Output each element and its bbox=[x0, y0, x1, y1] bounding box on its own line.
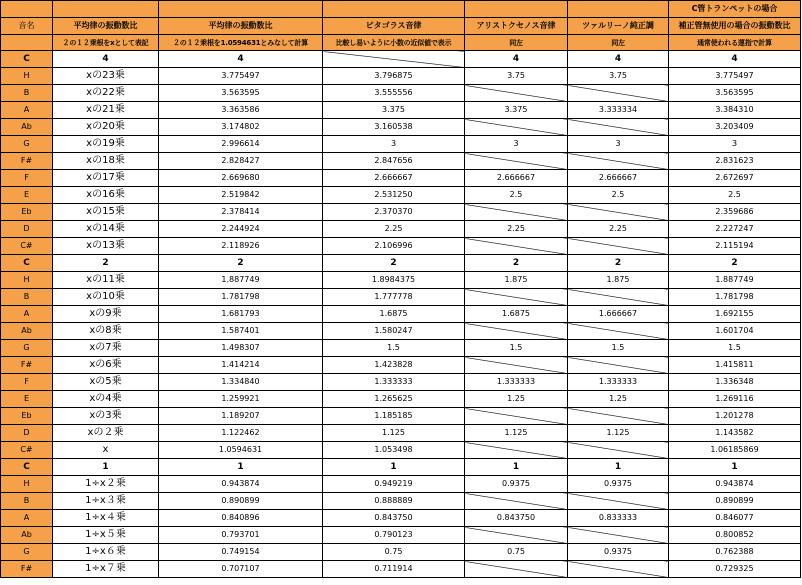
note-cell: B bbox=[1, 85, 53, 102]
equal-cell: 0.707107 bbox=[159, 561, 323, 578]
table-row bbox=[1, 85, 801, 102]
equal-cell: 0.749154 bbox=[159, 544, 323, 561]
pythagorean-cell: 2.370370 bbox=[323, 204, 465, 221]
note-cell: F# bbox=[1, 153, 53, 170]
zarlino-cell: 1.125 bbox=[568, 425, 669, 442]
exponent-cell: xの11乗 bbox=[53, 272, 159, 289]
note-cell: Ab bbox=[1, 527, 53, 544]
equal-cell: 0.943874 bbox=[159, 476, 323, 493]
zarlino-cell bbox=[568, 408, 669, 425]
equal-cell: 1.587401 bbox=[159, 323, 323, 340]
table-row bbox=[1, 340, 801, 357]
zarlino-cell: 1 bbox=[568, 459, 669, 476]
equal-cell: 1.681793 bbox=[159, 306, 323, 323]
pythagorean-cell: 0.888889 bbox=[323, 493, 465, 510]
table-row bbox=[1, 527, 801, 544]
exponent-cell: xの22乗 bbox=[53, 85, 159, 102]
aristoxenus-cell: 1 bbox=[465, 459, 568, 476]
zarlino-cell: 3 bbox=[568, 136, 669, 153]
note-cell: C bbox=[1, 459, 53, 476]
equal-cell: 2.118926 bbox=[159, 238, 323, 255]
table-row bbox=[1, 204, 801, 221]
zarlino-cell bbox=[568, 527, 669, 544]
zarlino-cell bbox=[568, 153, 669, 170]
pythagorean-cell: 1.8984375 bbox=[323, 272, 465, 289]
aristoxenus-cell: 2.666667 bbox=[465, 170, 568, 187]
table-row bbox=[1, 51, 801, 68]
equal-cell: 3.563595 bbox=[159, 85, 323, 102]
pythagorean-cell: 1 bbox=[323, 459, 465, 476]
pythagorean-cell: 1.423828 bbox=[323, 357, 465, 374]
zarlino-cell: 2.5 bbox=[568, 187, 669, 204]
header-row-columns bbox=[1, 18, 801, 35]
col-header-note: 音名 bbox=[1, 18, 53, 35]
pythagorean-cell: 3.375 bbox=[323, 102, 465, 119]
col-header-trumpet: 補正管無使用の場合の振動数比 bbox=[669, 18, 801, 35]
table-row bbox=[1, 153, 801, 170]
aristoxenus-cell bbox=[465, 442, 568, 459]
zarlino-cell: 1.25 bbox=[568, 391, 669, 408]
note-cell: B bbox=[1, 493, 53, 510]
note-cell: C bbox=[1, 255, 53, 272]
trumpet-cell: 3.563595 bbox=[669, 85, 801, 102]
aristoxenus-cell: 2.25 bbox=[465, 221, 568, 238]
aristoxenus-cell: 0.75 bbox=[465, 544, 568, 561]
pythagorean-cell: 3.796875 bbox=[323, 68, 465, 85]
header-row-top bbox=[1, 1, 801, 18]
trumpet-cell: 0.729325 bbox=[669, 561, 801, 578]
trumpet-cell: 2.115194 bbox=[669, 238, 801, 255]
table-row bbox=[1, 476, 801, 493]
note-cell: D bbox=[1, 425, 53, 442]
col-header-aristoxenus: アリストクセノス音律 bbox=[465, 18, 568, 35]
exponent-cell: xの13乗 bbox=[53, 238, 159, 255]
pythagorean-cell: 3 bbox=[323, 136, 465, 153]
header-row-notes bbox=[1, 35, 801, 51]
pythagorean-cell: 0.949219 bbox=[323, 476, 465, 493]
pythagorean-cell: 1.185185 bbox=[323, 408, 465, 425]
table-row bbox=[1, 357, 801, 374]
trumpet-cell: 3.775497 bbox=[669, 68, 801, 85]
pythagorean-cell: 1.333333 bbox=[323, 374, 465, 391]
exponent-cell: xの19乗 bbox=[53, 136, 159, 153]
aristoxenus-cell bbox=[465, 153, 568, 170]
trumpet-cell: 1.887749 bbox=[669, 272, 801, 289]
note-cell: A bbox=[1, 510, 53, 527]
aristoxenus-cell: 2.5 bbox=[465, 187, 568, 204]
pythagorean-cell: 1.265625 bbox=[323, 391, 465, 408]
table-row bbox=[1, 408, 801, 425]
note-cell: Ab bbox=[1, 119, 53, 136]
equal-cell: 0.890899 bbox=[159, 493, 323, 510]
trumpet-cell: 1.269116 bbox=[669, 391, 801, 408]
trumpet-cell: 4 bbox=[669, 51, 801, 68]
table-row bbox=[1, 136, 801, 153]
aristoxenus-cell bbox=[465, 493, 568, 510]
exponent-cell: xの23乗 bbox=[53, 68, 159, 85]
table-row bbox=[1, 102, 801, 119]
zarlino-cell bbox=[568, 323, 669, 340]
note-exponent: ２の１２乗根をxとして表記 bbox=[53, 35, 159, 51]
note-zarlino: 同左 bbox=[568, 35, 669, 51]
header-blank-cell bbox=[53, 1, 159, 18]
note-cell: F# bbox=[1, 561, 53, 578]
exponent-cell: xの4乗 bbox=[53, 391, 159, 408]
aristoxenus-cell: 0.9375 bbox=[465, 476, 568, 493]
zarlino-cell bbox=[568, 119, 669, 136]
note-cell: E bbox=[1, 187, 53, 204]
note-cell: Eb bbox=[1, 408, 53, 425]
exponent-cell: xの14乗 bbox=[53, 221, 159, 238]
trumpet-cell: 1.06185869 bbox=[669, 442, 801, 459]
zarlino-cell: 1.5 bbox=[568, 340, 669, 357]
equal-cell: 2.519842 bbox=[159, 187, 323, 204]
trumpet-cell: 1 bbox=[669, 459, 801, 476]
exponent-cell: x bbox=[53, 442, 159, 459]
aristoxenus-cell: 1.125 bbox=[465, 425, 568, 442]
exponent-cell: 1÷x２乗 bbox=[53, 476, 159, 493]
trumpet-cell: 1.5 bbox=[669, 340, 801, 357]
trumpet-cell: 0.943874 bbox=[669, 476, 801, 493]
trumpet-cell: 1.692155 bbox=[669, 306, 801, 323]
table-row bbox=[1, 510, 801, 527]
note-cell: Eb bbox=[1, 204, 53, 221]
zarlino-cell bbox=[568, 289, 669, 306]
pythagorean-cell: 2.531250 bbox=[323, 187, 465, 204]
equal-cell: 2.669680 bbox=[159, 170, 323, 187]
header-blank-cell bbox=[159, 1, 323, 18]
equal-cell: 2.244924 bbox=[159, 221, 323, 238]
equal-cell: 3.775497 bbox=[159, 68, 323, 85]
pythagorean-cell: 1.580247 bbox=[323, 323, 465, 340]
aristoxenus-cell bbox=[465, 357, 568, 374]
exponent-cell: xの6乗 bbox=[53, 357, 159, 374]
pythagorean-cell bbox=[323, 51, 465, 68]
pythagorean-cell: 2 bbox=[323, 255, 465, 272]
zarlino-cell: 1.666667 bbox=[568, 306, 669, 323]
aristoxenus-cell bbox=[465, 289, 568, 306]
equal-cell: 1 bbox=[159, 459, 323, 476]
table-row bbox=[1, 544, 801, 561]
table-row bbox=[1, 119, 801, 136]
equal-cell: 2.378414 bbox=[159, 204, 323, 221]
pythagorean-cell: 0.790123 bbox=[323, 527, 465, 544]
pythagorean-cell: 0.75 bbox=[323, 544, 465, 561]
note-cell: F bbox=[1, 374, 53, 391]
note-cell: F# bbox=[1, 357, 53, 374]
trumpet-cell: 2.672697 bbox=[669, 170, 801, 187]
header-blank-cell bbox=[568, 1, 669, 18]
equal-cell: 1.781798 bbox=[159, 289, 323, 306]
trumpet-cell: 0.890899 bbox=[669, 493, 801, 510]
note-aristoxenus: 同左 bbox=[465, 35, 568, 51]
pythagorean-cell: 1.5 bbox=[323, 340, 465, 357]
exponent-cell: xの17乗 bbox=[53, 170, 159, 187]
zarlino-cell: 0.9375 bbox=[568, 544, 669, 561]
aristoxenus-cell: 2 bbox=[465, 255, 568, 272]
equal-cell: 3.174802 bbox=[159, 119, 323, 136]
table-row bbox=[1, 238, 801, 255]
zarlino-cell: 0.9375 bbox=[568, 476, 669, 493]
aristoxenus-cell bbox=[465, 119, 568, 136]
note-cell: Ab bbox=[1, 323, 53, 340]
note-pythagorean: 比較し易いように小数の近似値で表示 bbox=[323, 35, 465, 51]
equal-cell: 1.0594631 bbox=[159, 442, 323, 459]
exponent-cell: xの8乗 bbox=[53, 323, 159, 340]
header-blank-cell bbox=[465, 1, 568, 18]
table-row bbox=[1, 272, 801, 289]
exponent-cell: 1÷x４乗 bbox=[53, 510, 159, 527]
note-cell: A bbox=[1, 306, 53, 323]
equal-cell: 0.840896 bbox=[159, 510, 323, 527]
equal-cell: 2.996614 bbox=[159, 136, 323, 153]
exponent-cell: xの２乗 bbox=[53, 425, 159, 442]
equal-cell: 2 bbox=[159, 255, 323, 272]
note-cell: G bbox=[1, 136, 53, 153]
pythagorean-cell: 3.555556 bbox=[323, 85, 465, 102]
trumpet-cell: 2.5 bbox=[669, 187, 801, 204]
zarlino-cell bbox=[568, 204, 669, 221]
note-cell: C bbox=[1, 51, 53, 68]
aristoxenus-cell: 4 bbox=[465, 51, 568, 68]
pythagorean-cell: 1.777778 bbox=[323, 289, 465, 306]
zarlino-cell bbox=[568, 357, 669, 374]
zarlino-cell bbox=[568, 85, 669, 102]
pythagorean-cell: 2.25 bbox=[323, 221, 465, 238]
exponent-cell: xの3乗 bbox=[53, 408, 159, 425]
trumpet-cell: 1.415811 bbox=[669, 357, 801, 374]
note-cell: G bbox=[1, 544, 53, 561]
zarlino-cell bbox=[568, 442, 669, 459]
trumpet-cell: 2.359686 bbox=[669, 204, 801, 221]
trumpet-cell: 3 bbox=[669, 136, 801, 153]
table-row bbox=[1, 493, 801, 510]
equal-cell: 2.828427 bbox=[159, 153, 323, 170]
aristoxenus-cell: 1.6875 bbox=[465, 306, 568, 323]
pythagorean-cell: 0.711914 bbox=[323, 561, 465, 578]
trumpet-cell: 1.601704 bbox=[669, 323, 801, 340]
table-row bbox=[1, 391, 801, 408]
note-cell: G bbox=[1, 340, 53, 357]
table-row bbox=[1, 425, 801, 442]
col-header-equal: 平均律の振動数比 bbox=[159, 18, 323, 35]
aristoxenus-cell: 1.333333 bbox=[465, 374, 568, 391]
pythagorean-cell: 1.053498 bbox=[323, 442, 465, 459]
exponent-cell: xの10乗 bbox=[53, 289, 159, 306]
trumpet-cell: 1.781798 bbox=[669, 289, 801, 306]
aristoxenus-cell bbox=[465, 408, 568, 425]
pythagorean-cell: 2.847656 bbox=[323, 153, 465, 170]
trumpet-cell: 1.336348 bbox=[669, 374, 801, 391]
table-row bbox=[1, 561, 801, 578]
exponent-cell: xの16乗 bbox=[53, 187, 159, 204]
note-cell: E bbox=[1, 391, 53, 408]
exponent-cell: 1÷x６乗 bbox=[53, 544, 159, 561]
trumpet-cell: 0.800852 bbox=[669, 527, 801, 544]
exponent-cell: xの5乗 bbox=[53, 374, 159, 391]
note-cell: B bbox=[1, 289, 53, 306]
equal-cell: 1.498307 bbox=[159, 340, 323, 357]
trumpet-cell: 1.143582 bbox=[669, 425, 801, 442]
equal-cell: 1.887749 bbox=[159, 272, 323, 289]
table-row bbox=[1, 323, 801, 340]
zarlino-cell bbox=[568, 561, 669, 578]
exponent-cell: 1÷x７乗 bbox=[53, 561, 159, 578]
trumpet-cell: 2 bbox=[669, 255, 801, 272]
equal-cell: 4 bbox=[159, 51, 323, 68]
zarlino-cell: 2.25 bbox=[568, 221, 669, 238]
note-cell: F bbox=[1, 170, 53, 187]
zarlino-cell: 2 bbox=[568, 255, 669, 272]
exponent-cell: xの18乗 bbox=[53, 153, 159, 170]
exponent-cell: 1÷x３乗 bbox=[53, 493, 159, 510]
equal-cell: 1.414214 bbox=[159, 357, 323, 374]
zarlino-cell: 4 bbox=[568, 51, 669, 68]
note-blank-cell bbox=[1, 35, 53, 51]
equal-cell: 0.793701 bbox=[159, 527, 323, 544]
header-blank-cell bbox=[1, 1, 53, 18]
pythagorean-cell: 3.160538 bbox=[323, 119, 465, 136]
trumpet-cell: 3.203409 bbox=[669, 119, 801, 136]
table-row bbox=[1, 306, 801, 323]
note-cell: H bbox=[1, 476, 53, 493]
aristoxenus-cell bbox=[465, 85, 568, 102]
trumpet-title: C管トランペットの場合 bbox=[669, 1, 801, 18]
equal-cell: 3.363586 bbox=[159, 102, 323, 119]
table-row bbox=[1, 68, 801, 85]
aristoxenus-cell: 3.75 bbox=[465, 68, 568, 85]
table-row bbox=[1, 289, 801, 306]
note-cell: A bbox=[1, 102, 53, 119]
zarlino-cell bbox=[568, 238, 669, 255]
trumpet-cell: 0.762388 bbox=[669, 544, 801, 561]
aristoxenus-cell: 1.5 bbox=[465, 340, 568, 357]
aristoxenus-cell bbox=[465, 527, 568, 544]
equal-cell: 1.189207 bbox=[159, 408, 323, 425]
pythagorean-cell: 1.125 bbox=[323, 425, 465, 442]
exponent-cell: 1 bbox=[53, 459, 159, 476]
col-header-zarlino: ツァルリーノ純正調 bbox=[568, 18, 669, 35]
equal-cell: 1.122462 bbox=[159, 425, 323, 442]
note-cell: H bbox=[1, 272, 53, 289]
aristoxenus-cell: 1.25 bbox=[465, 391, 568, 408]
col-header-exponent: 平均律の振動数比 bbox=[53, 18, 159, 35]
exponent-cell: xの20乗 bbox=[53, 119, 159, 136]
pythagorean-cell: 2.106996 bbox=[323, 238, 465, 255]
aristoxenus-cell bbox=[465, 561, 568, 578]
table-row bbox=[1, 459, 801, 476]
table-row bbox=[1, 170, 801, 187]
exponent-cell: 4 bbox=[53, 51, 159, 68]
equal-cell: 1.259921 bbox=[159, 391, 323, 408]
table-row bbox=[1, 221, 801, 238]
exponent-cell: xの15乗 bbox=[53, 204, 159, 221]
note-cell: C# bbox=[1, 442, 53, 459]
trumpet-cell: 3.384310 bbox=[669, 102, 801, 119]
trumpet-cell: 2.831623 bbox=[669, 153, 801, 170]
trumpet-cell: 2.227247 bbox=[669, 221, 801, 238]
table-row bbox=[1, 374, 801, 391]
note-cell: H bbox=[1, 68, 53, 85]
aristoxenus-cell: 3.375 bbox=[465, 102, 568, 119]
exponent-cell: 2 bbox=[53, 255, 159, 272]
col-header-pythagorean: ピタゴラス音律 bbox=[323, 18, 465, 35]
zarlino-cell: 3.333334 bbox=[568, 102, 669, 119]
pythagorean-cell: 1.6875 bbox=[323, 306, 465, 323]
pythagorean-cell: 2.666667 bbox=[323, 170, 465, 187]
exponent-cell: 1÷x５乗 bbox=[53, 527, 159, 544]
zarlino-cell: 1.875 bbox=[568, 272, 669, 289]
note-equal: ２の１２乗根を1.0594631とみなして計算 bbox=[159, 35, 323, 51]
aristoxenus-cell bbox=[465, 238, 568, 255]
header-blank-cell bbox=[323, 1, 465, 18]
zarlino-cell: 2.666667 bbox=[568, 170, 669, 187]
aristoxenus-cell bbox=[465, 204, 568, 221]
aristoxenus-cell: 0.843750 bbox=[465, 510, 568, 527]
zarlino-cell: 0.833333 bbox=[568, 510, 669, 527]
zarlino-cell bbox=[568, 493, 669, 510]
aristoxenus-cell: 3 bbox=[465, 136, 568, 153]
note-cell: C# bbox=[1, 238, 53, 255]
table-row bbox=[1, 187, 801, 204]
exponent-cell: xの7乗 bbox=[53, 340, 159, 357]
trumpet-cell: 0.846077 bbox=[669, 510, 801, 527]
aristoxenus-cell: 1.875 bbox=[465, 272, 568, 289]
zarlino-cell: 1.333333 bbox=[568, 374, 669, 391]
trumpet-cell: 1.201278 bbox=[669, 408, 801, 425]
equal-cell: 1.334840 bbox=[159, 374, 323, 391]
zarlino-cell: 3.75 bbox=[568, 68, 669, 85]
note-trumpet: 通常使われる運指で計算 bbox=[669, 35, 801, 51]
exponent-cell: xの9乗 bbox=[53, 306, 159, 323]
pythagorean-cell: 0.843750 bbox=[323, 510, 465, 527]
table-row bbox=[1, 442, 801, 459]
aristoxenus-cell bbox=[465, 323, 568, 340]
note-cell: D bbox=[1, 221, 53, 238]
table-row bbox=[1, 255, 801, 272]
exponent-cell: xの21乗 bbox=[53, 102, 159, 119]
